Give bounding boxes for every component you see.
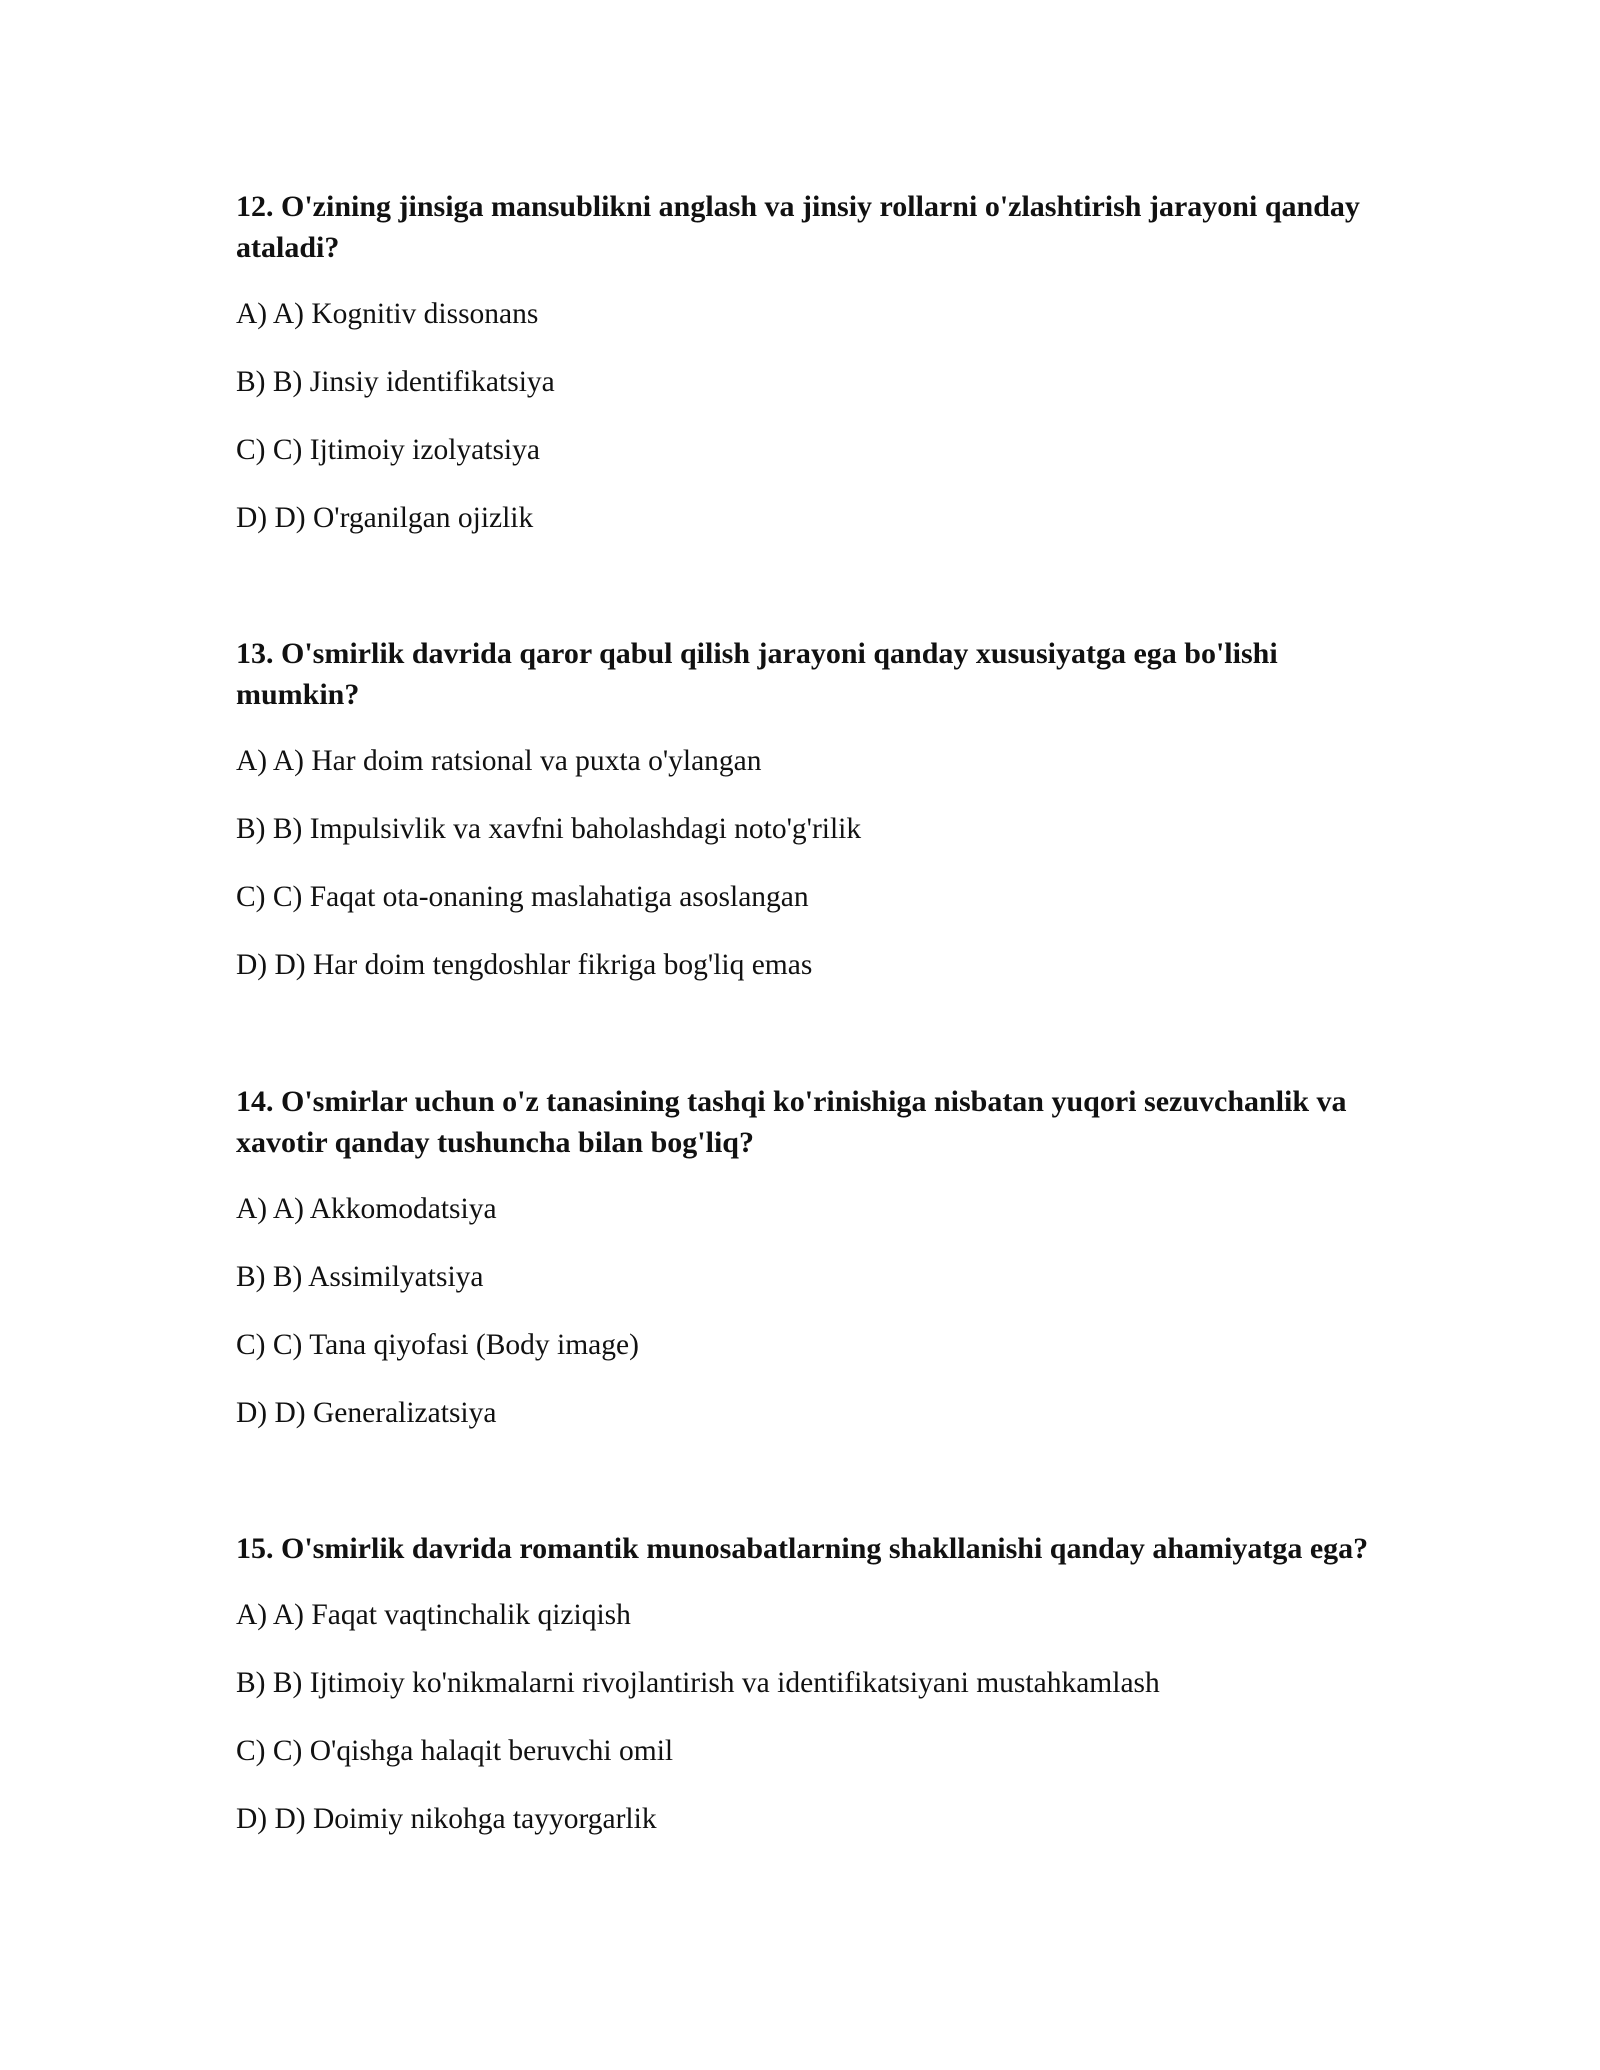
question-title: 13. O'smirlik davrida qaror qabul qilish jarayoni qanday xususiyatga ega bo'lishi mumkin?	[236, 637, 1278, 711]
answer-options	[236, 741, 1386, 986]
option-b: B) B) Ijtimoiy ko'nikmalarni rivojlantirish va identifikatsiyani mustahkamlash	[236, 1667, 1160, 1699]
option-b: B) B) Assimilyatsiya	[236, 1261, 484, 1293]
option-c: C) C) Ijtimoiy izolyatsiya	[236, 434, 540, 466]
answer-options	[236, 1595, 1386, 1840]
option-d: D) D) O'rganilgan ojizlik	[236, 502, 534, 534]
option-a: A) A) Akkomodatsiya	[236, 1193, 497, 1225]
question-14	[236, 1081, 1386, 1461]
option-d: D) D) Doimiy nikohga tayyorgarlik	[236, 1803, 657, 1835]
question-12	[236, 186, 1386, 566]
option-a: A) A) Har doim ratsional va puxta o'ylangan	[236, 745, 762, 777]
question-title: 12. O'zining jinsiga mansublikni anglash va jinsiy rollarni o'zlashtirish jarayoni qanday ataladi?	[236, 190, 1360, 264]
question-title: 15. O'smirlik davrida romantik munosabatlarning shakllanishi qanday ahamiyatga ega?	[236, 1532, 1369, 1565]
answer-options	[236, 294, 1386, 539]
option-d: D) D) Har doim tengdoshlar fikriga bog'liq emas	[236, 949, 813, 981]
option-a: A) A) Faqat vaqtinchalik qiziqish	[236, 1599, 631, 1631]
answer-options	[236, 1189, 1386, 1434]
option-c: C) C) O'qishga halaqit beruvchi omil	[236, 1735, 674, 1767]
option-b: B) B) Impulsivlik va xavfni baholashdagi noto'g'rilik	[236, 813, 862, 845]
question-13	[236, 633, 1386, 1013]
option-c: C) C) Tana qiyofasi (Body image)	[236, 1329, 639, 1361]
option-d: D) D) Generalizatsiya	[236, 1397, 497, 1429]
option-c: C) C) Faqat ota-onaning maslahatiga asoslangan	[236, 881, 809, 913]
option-a: A) A) Kognitiv dissonans	[236, 298, 539, 330]
option-b: B) B) Jinsiy identifikatsiya	[236, 366, 555, 398]
question-15	[236, 1528, 1386, 1867]
question-title: 14. O'smirlar uchun o'z tanasining tashqi ko'rinishiga nisbatan yuqori sezuvchanlik va xavotir qanday tushuncha bilan bog'liq?	[236, 1085, 1347, 1159]
